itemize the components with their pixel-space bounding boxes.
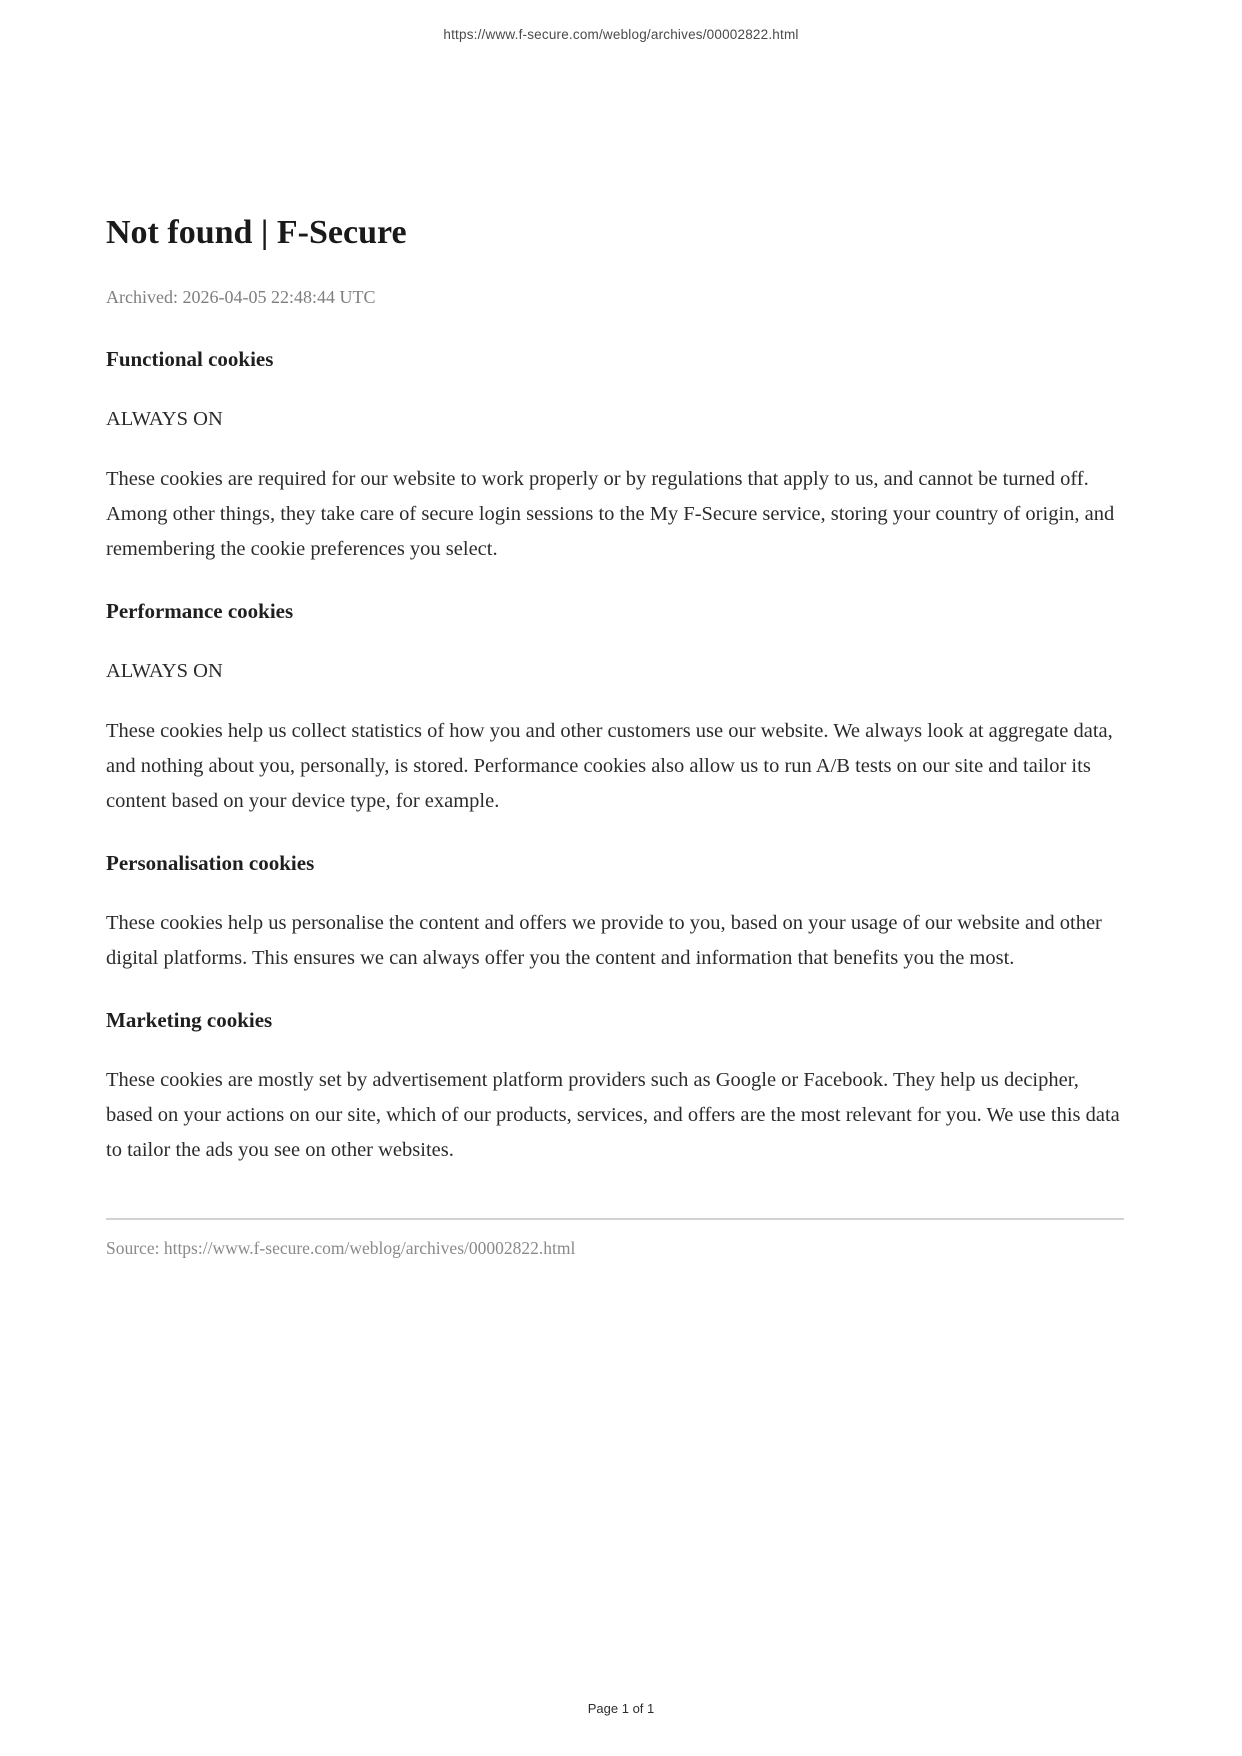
section-body-performance-cookies: These cookies help us collect statistics of how you and other customers use our website. We always look at aggregate data, and nothing about you, personally, is stored. Performance cookies also allow us to run A/B tests on our site and tailor its content based on your device type, for example.: [106, 720, 1113, 812]
section-heading-personalisation-cookies: Personalisation cookies: [106, 851, 315, 875]
section-body-functional-cookies: These cookies are required for our website to work properly or by regulations that apply to us, and cannot be turned off. Among other things, they take care of secure login sessions to the My F-Secure service, storing your country of origin, and remembering the cookie preferences you select.: [106, 468, 1115, 560]
footer-divider: [106, 1218, 1124, 1220]
print-header-url: https://www.f-secure.com/weblog/archives/00002822.html: [443, 27, 799, 42]
archived-timestamp: Archived: 2026-04-05 22:48:44 UTC: [106, 287, 376, 307]
source-url-line: Source: https://www.f-secure.com/weblog/archives/00002822.html: [106, 1238, 576, 1258]
section-body-marketing-cookies: These cookies are mostly set by advertisement platform providers such as Google or Facebook. They help us decipher, based on your actions on our site, which of our products, services, and offers are the most relevant for you. We use this data to tailor the ads you see on other websites.: [106, 1069, 1120, 1161]
document-body: [106, 0, 1124, 1260]
page-title: Not found | F-Secure: [106, 214, 407, 251]
page-number-indicator: Page 1 of 1: [587, 1701, 655, 1716]
section-status-performance-cookies: ALWAYS ON: [106, 660, 223, 682]
section-heading-marketing-cookies: Marketing cookies: [106, 1008, 273, 1032]
section-heading-functional-cookies: Functional cookies: [106, 347, 274, 371]
section-body-personalisation-cookies: These cookies help us personalise the content and offers we provide to you, based on your usage of our website and other digital platforms. This ensures we can always offer you the content and information that benefits you the most.: [106, 912, 1102, 969]
section-status-functional-cookies: ALWAYS ON: [106, 408, 223, 430]
section-heading-performance-cookies: Performance cookies: [106, 599, 294, 623]
